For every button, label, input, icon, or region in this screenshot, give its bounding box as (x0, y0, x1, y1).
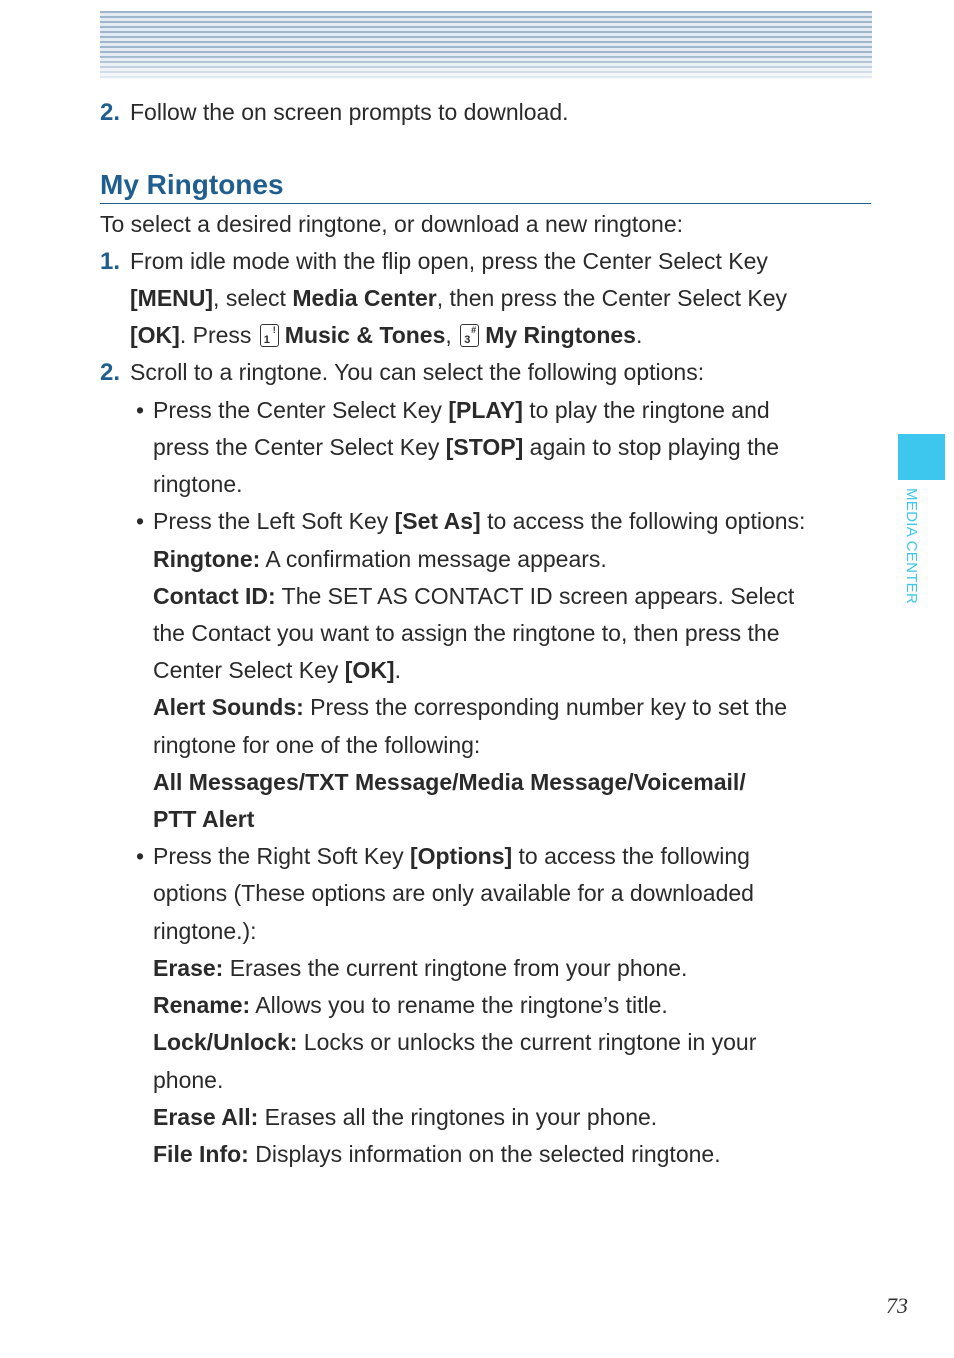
alert-list-line2: PTT Alert (153, 806, 255, 832)
play-key-label: [PLAY] (448, 397, 523, 423)
chapter-tab-label: MEDIA CENTER (903, 488, 920, 605)
chapter-tab-marker (898, 434, 945, 480)
ok-key-label: [OK] (130, 322, 180, 348)
bullet3-dot: • (136, 843, 145, 869)
section-title: My Ringtones (100, 169, 284, 200)
bullet3-line1: Press the Right Soft Key [Options] to access the following (153, 843, 750, 869)
set-as-key-label: [Set As] (394, 508, 481, 534)
section-intro: To select a desired ringtone, or download a new ringtone: (100, 211, 684, 237)
top-step-text: Follow the on screen prompts to download. (130, 99, 569, 125)
option-erase: Erase: Erases the current ringtone from your phone. (153, 955, 688, 981)
step1-text: . (635, 322, 643, 348)
option-erase-all: Erase All: Erases all the ringtones in your phone. (153, 1104, 658, 1130)
section-title-rule (100, 203, 871, 204)
page-number: 73 (886, 1293, 908, 1318)
bullet1-dot: • (136, 397, 145, 423)
option-lock-unlock-line2: phone. (153, 1067, 224, 1093)
bullet1-line3: ringtone. (153, 471, 243, 497)
step2-number: 2. (100, 359, 121, 386)
option-lock-unlock: Lock/Unlock: Locks or unlocks the current ringtone in your (153, 1029, 757, 1055)
top-step-number: 2. (100, 99, 121, 126)
option-contact-id-line2: the Contact you want to assign the ringtone to, then press the (153, 620, 780, 646)
menu-key-label: [MENU] (130, 285, 214, 311)
step1-number: 1. (100, 248, 121, 275)
ok-key-label: [OK] (344, 657, 395, 683)
bullet3-line2: options (These options are only available for a downloaded (153, 880, 754, 906)
step2-text: Scroll to a ringtone. You can select the following options: (130, 359, 705, 385)
step1-text: , select (213, 285, 293, 311)
options-key-label: [Options] (409, 843, 513, 869)
option-ringtone: Ringtone: A confirmation message appears. (153, 546, 607, 572)
step1-text: , then press the Center Select Key (436, 285, 788, 311)
bullet3-line3: ringtone.): (153, 918, 257, 944)
stop-key-label: [STOP] (445, 434, 524, 460)
bullet2-line1: Press the Left Soft Key [Set As] to access the following options: (153, 508, 806, 534)
option-contact-id-line3: Center Select Key [OK]. (153, 657, 401, 683)
step1-line3 (130, 317, 642, 354)
step1-text: , (445, 322, 459, 348)
option-file-info: File Info: Displays information on the selected ringtone. (153, 1141, 721, 1167)
music-tones-label: Music & Tones (284, 322, 446, 348)
alert-list-line1: All Messages/TXT Message/Media Message/Voicemail/ (153, 769, 746, 795)
key-3-icon: 3 # (460, 324, 479, 347)
header-stripe-band (100, 11, 872, 79)
media-center-label: Media Center (292, 285, 437, 311)
bullet1-line1: Press the Center Select Key [PLAY] to play the ringtone and (153, 397, 770, 423)
step1-text: . Press (179, 322, 258, 348)
bullet2-dot: • (136, 508, 145, 534)
bullet1-line2: press the Center Select Key [STOP] again to stop playing the (153, 434, 780, 460)
option-alert-sounds-line2: ringtone for one of the following: (153, 732, 481, 758)
key-1-icon: 1 ! (260, 324, 279, 347)
my-ringtones-label: My Ringtones (485, 322, 636, 348)
step1-line2 (130, 280, 787, 317)
option-rename: Rename: Allows you to rename the ringtone’s title. (153, 992, 668, 1018)
option-alert-sounds: Alert Sounds: Press the corresponding number key to set the (153, 694, 788, 720)
step1-line1: From idle mode with the flip open, press the Center Select Key (130, 248, 768, 274)
option-contact-id: Contact ID: The SET AS CONTACT ID screen appears. Select (153, 583, 795, 609)
